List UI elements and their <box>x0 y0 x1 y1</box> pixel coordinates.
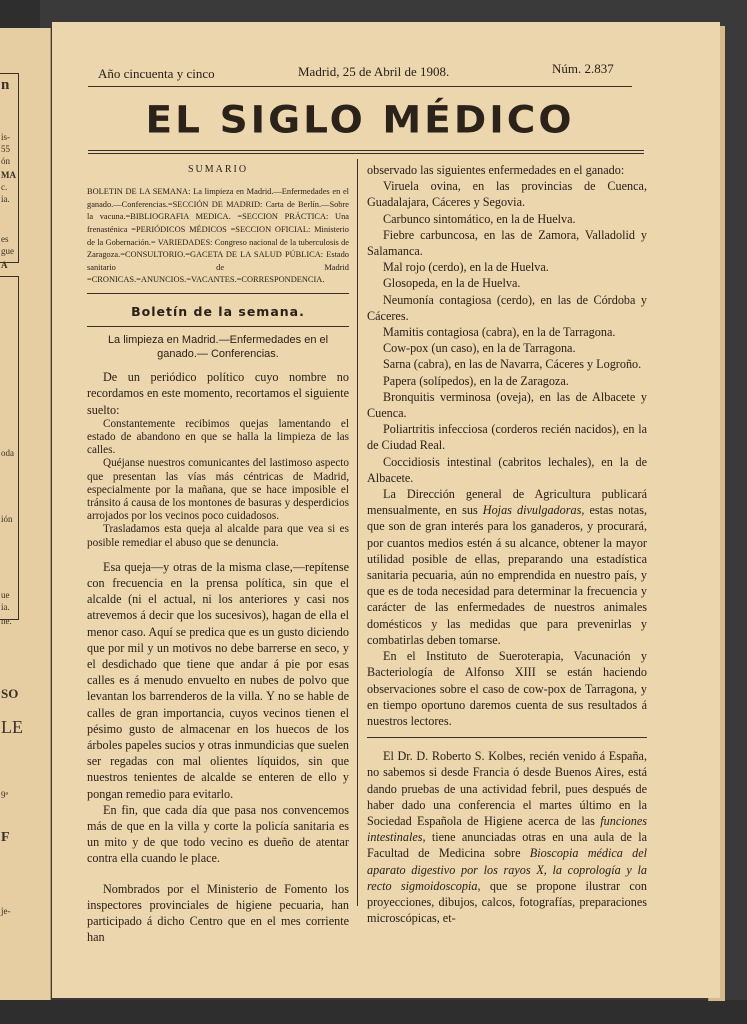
disease-list-item: Sarna (cabra), en las de Navarra, Cáceres y Logroño. <box>383 357 642 372</box>
disease-list-item: Papera (solípedos), en la de Zaragoza. <box>383 373 569 388</box>
prev-fragment: ón <box>1 156 10 166</box>
prev-fragment: A <box>1 260 8 270</box>
issue-year: Año cincuenta y cinco <box>98 66 215 81</box>
header-rule <box>88 86 632 87</box>
disease-list-item: Coccidiosis intestinal (cabritos lechales), en la de Albacete. <box>367 454 647 485</box>
section-rule <box>367 737 647 738</box>
prev-fragment: gue <box>1 246 14 256</box>
issue-date: Madrid, 25 de Abril de 1908. <box>298 64 450 79</box>
disease-list-item: Carbunco sintomático, en la de Huelva. <box>383 211 576 226</box>
section-title: Boletín de la semana. <box>87 293 349 327</box>
prev-fragment: ión <box>1 514 13 524</box>
issue-number: Núm. 2.837 <box>552 61 614 76</box>
prev-fragment: MA <box>1 170 16 180</box>
paragraph: Esa queja—y otras de la misma clase,—repítense con frecuencia en la prensa política, sin que el alcalde (ni el actual, ni los anteriores y casi nos atrevemos á decir que los sucesivos), hagan de ella el menor caso. Aquí se predica que es un gusto diciendo que por mil y un motivos no debe barrerse en seco, y el desdichado que tiene que andar á pie por esas calles es á menudo envuelto en nubes de polvo que levantan los barrenderos de la villa. Y no se hable de calles de gran importancia, cuyos vecinos tienen el pésimo gusto de almacenar en los huecos de los árboles papeles sucios y otras inmundicias que suelen ser regadas con mal olientes líquidos, sin que nuestros tenientes de alcalde se enteren de ello y pongan remedio para evitarlo. <box>87 559 349 801</box>
italic-title: Bioscopia médica del aparato digestivo por los rayos X, la coprología y la recto sigmoidoscopia <box>367 846 647 893</box>
text-run: La Dirección general de Agricultura publicará mensualmente, en sus <box>367 487 647 518</box>
prev-fragment: ia. <box>1 194 10 204</box>
italic-title: Hojas divulgadoras <box>482 503 582 518</box>
disease-list-item: Poliartritis infecciosa (corderos recién nacidos), en la de Ciudad Real. <box>367 422 647 453</box>
prev-fragment: es <box>1 234 9 244</box>
newspaper-page <box>52 22 720 998</box>
masthead-title: EL SIGLO MÉDICO <box>145 99 575 142</box>
masthead-rule-top <box>88 150 644 151</box>
paragraph: En el Instituto de Sueroterapia, Vacunación y Bacteriología de Alfonso XIII se están haciendo observaciones sobre el caso de cow-pox de Tarragona, y en tiempo oportuno daremos cuenta de sus resultados á nuestros lectores. <box>367 649 647 728</box>
paragraph: Nombrados por el Ministerio de Fomento los inspectores provinciales de higiene pecuaria, han participado á dicho Centro que en el mes corriente han <box>87 881 349 945</box>
prev-fragment: LE <box>1 717 23 737</box>
paragraph: En fin, que cada día que pasa nos convencemos más de que en la villa y corte la policía sanitaria es un mito y de que todo vecino es dueño de atentar contra ella cuando le place. <box>87 802 349 866</box>
prev-fragment: ue <box>1 590 10 600</box>
column-divider <box>357 159 358 906</box>
quoted-paragraph: Trasladamos esta queja al alcalde para que vea si es posible remediar el abuso que se denuncia. <box>87 523 349 549</box>
disease-list-item: Neumonía contagiosa (cerdo), en las de Córdoba y Cáceres. <box>367 292 647 323</box>
prev-fragment: c. <box>1 182 8 192</box>
prev-fragment: je- <box>1 906 11 916</box>
italic-term: funciones intestinales <box>367 813 647 845</box>
disease-list-item: Mamitis contagiosa (cabra), en la de Tarragona. <box>383 325 616 340</box>
prev-fragment: 55 <box>1 144 10 154</box>
prev-fragment: ne. <box>1 616 12 626</box>
text-run: , tiene anunciadas otras en una aula de la Facultad de Medicina sobre <box>367 830 647 861</box>
quoted-paragraph: Quéjanse nuestros comunicantes del lastimoso aspecto que presentan las vías más céntricas de Madrid, especialmente por la mañana, que se hace imposible el tránsito á causa de los montones de basuras y desperdicios arrojados por los vecinos poco cuidadosos. <box>87 457 349 523</box>
previous-page-edge <box>0 28 51 1000</box>
disease-list-item: Bronquitis verminosa (oveja), en las de Albacete y Cuenca. <box>367 389 647 421</box>
right-column <box>367 162 647 926</box>
text-run: El Dr. D. Roberto S. Kolbes, recién venido á España, no sabemos si desde Francia ó desde Buenos Aires, está dando pruebas de una actividad febril, pues después de haber dado una conferencia el martes último en la Sociedad Española de Higiene acerca de las <box>367 749 647 828</box>
text-run: , estas notas, que son de gran interés para los ganaderos, y procurará, por cuantos medios estén á su alcance, obtener la mayor utilidad posible de ellas, preparando una estadística sanitaria pecuaria, aún no emprendida en nuestro país, y que es de toda necesidad para determinar la frecuencia y carácter de las enfermedades de nuestros animales domésticos y las medidas que para prevenirlas y combatirlas deben tomarse. <box>367 503 647 647</box>
masthead-rule-bottom <box>88 153 644 154</box>
article-subhead: La limpieza en Madrid.—Enfermedades en el ganado.— Conferencias. <box>107 334 329 361</box>
disease-list-item: Cow-pox (un caso), en la de Tarragona. <box>383 341 576 356</box>
prev-fragment: SO <box>1 686 19 701</box>
scan-background-bottom <box>0 1000 747 1024</box>
quoted-paragraph: Constantemente recibimos quejas lamentando el estado de abandono en que se halla la limpieza de las calles. <box>87 417 349 457</box>
disease-list-item: Mal rojo (cerdo), en la de Huelva. <box>383 260 549 275</box>
disease-list-item: Fiebre carbuncosa, en las de Zamora, Valladolid y Salamanca. <box>367 227 647 259</box>
prev-fragment: F <box>1 830 10 845</box>
prev-fragment: is- <box>1 132 10 142</box>
disease-list-item: Viruela ovina, en las provincias de Cuenca, Guadalajara, Cáceres y Segovia. <box>367 179 647 210</box>
prev-fragment: n <box>1 77 10 93</box>
paragraph-kolbes <box>367 748 647 926</box>
paragraph: De un periódico político cuyo nombre no recordamos en este momento, recortamos el siguiente suelto: <box>87 370 349 417</box>
sumario-title: SUMARIO <box>187 164 249 175</box>
paragraph: observado las siguientes enfermedades en el ganado: <box>367 163 625 177</box>
prev-fragment: 9ª <box>1 790 8 800</box>
prev-fragment: oda <box>1 448 14 458</box>
prev-fragment: ia. <box>1 602 10 612</box>
sumario-text: BOLETIN DE LA SEMANA: La limpieza en Madrid.—Enfermedades en el ganado.—Conferencias.=SECCIÓN DE MADRID: Carta de Berlín.—Sobre la vacuna.=BIBLIOGRAFIA MEDICA. =SECCION PRÁCTICA: Una frenasténica =PERIÓDICOS MÉDICOS =SECCION OFICIAL: Ministerio de la Gobernación.= VARIEDADES: Congreso nacional de la tuberculosis de Zaragoza.=CONSULTORIO.=GACETA DE LA SALUD PÚBLICA: Estado sanitario de Madrid =CRONICAS.=ANUNCIOS.=VACANTES.=CORRESPONDENCIA. <box>87 187 349 285</box>
text-run: , que se propone ilustrar con proyecciones, dibujos, calcos, fotografías, preparaciones microscópicas, et- <box>367 878 647 926</box>
left-column <box>87 162 349 945</box>
paragraph-direccion <box>367 486 647 648</box>
disease-list-item: Glosopeda, en la de Huelva. <box>383 276 521 291</box>
